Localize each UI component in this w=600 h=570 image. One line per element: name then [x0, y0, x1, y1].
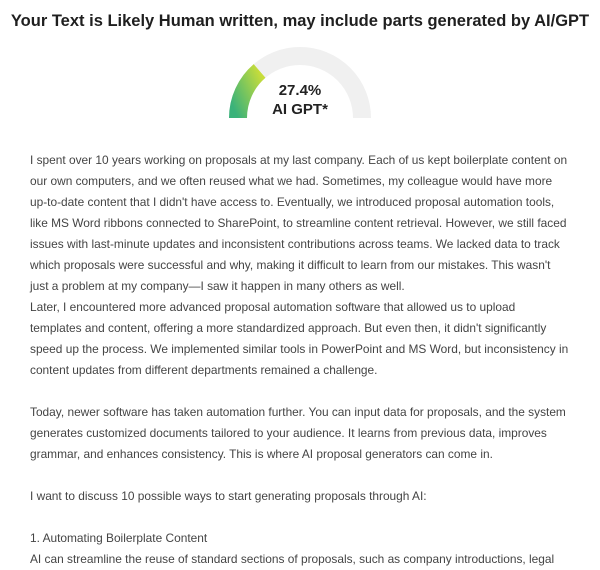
ai-score-percent: 27.4%: [278, 82, 322, 99]
paragraph: Today, newer software has taken automation further. You can input data for proposals, and the system generates customized documents tailored to your audience. It learns from previous data, improves grammar, and enhances consistency. This is where AI proposal generators can come in.: [30, 405, 566, 461]
section-heading: 1. Automating Boilerplate Content: [30, 531, 208, 545]
result-title: Your Text is Likely Human written, may include parts generated by AI/GPT: [10, 12, 590, 30]
ai-score-gauge: [225, 52, 375, 128]
paragraph: Later, I encountered more advanced proposal automation software that allowed us to upload templates and content, offering a more standardized approach. But even then, it didn't significantly speed up the process. We implemented similar tools in PowerPoint and MS Word, but inconsistency in content updates from different departments remained a challenge.: [30, 300, 569, 377]
paragraph: I want to discuss 10 possible ways to start generating proposals through AI:: [30, 489, 427, 503]
analyzed-text: [30, 150, 570, 570]
paragraph: I spent over 10 years working on proposals at my last company. Each of us kept boilerplate content on our own computers, and we often reused what we had. Sometimes, my colleague would have more up-to-date content that I didn't have access to. Eventually, we introduced proposal automation tools, like MS Word ribbons connected to SharePoint, to streamline content retrieval. However, we still faced issues with last-minute updates and inconsistent contributions across teams. We lacked data to track which proposals were successful and why, making it difficult to learn from our mistakes. This wasn't just a problem at my company—I saw it happen in many others as well.: [30, 153, 568, 293]
paragraph: AI can streamline the reuse of standard sections of proposals, such as company introductions, legal: [30, 552, 555, 566]
ai-score-caption: AI GPT*: [272, 101, 328, 118]
